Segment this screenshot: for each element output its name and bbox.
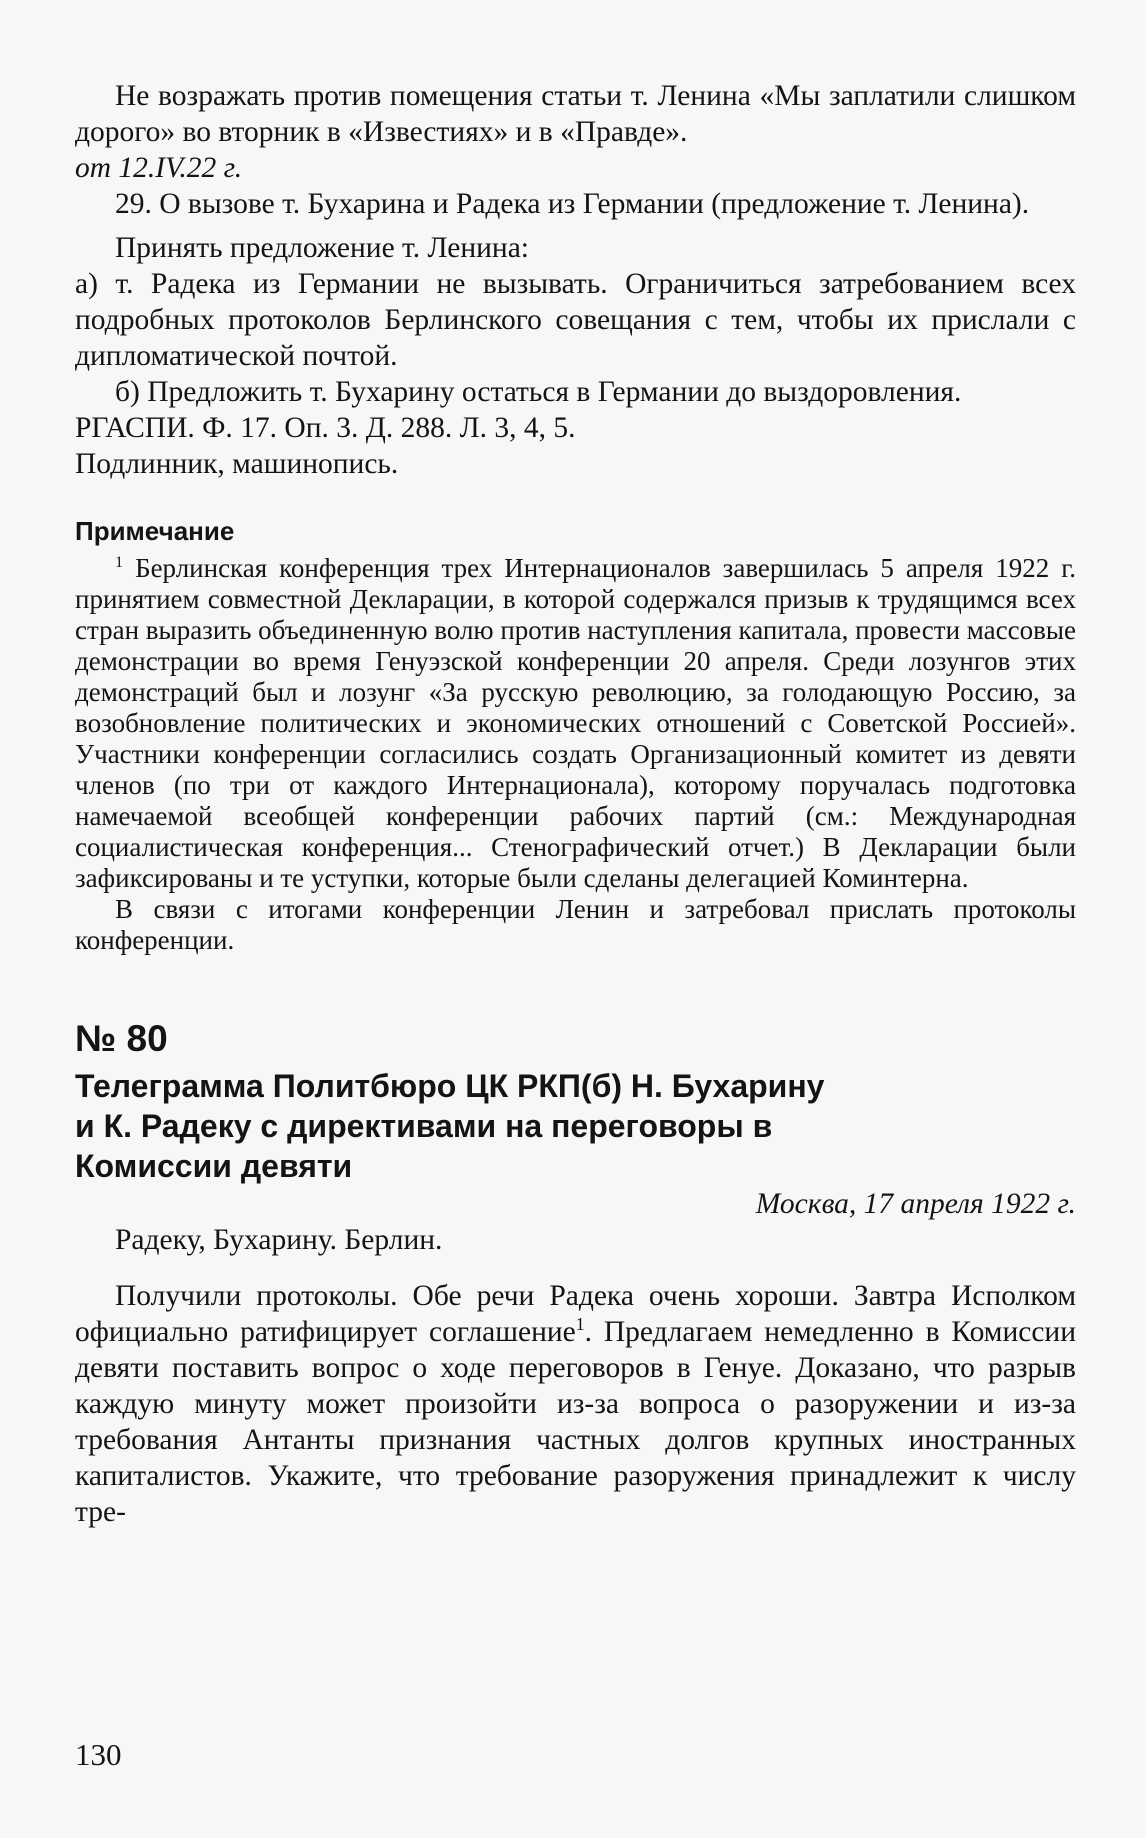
telegram-address: Радеку, Бухарину. Берлин. <box>115 1224 443 1256</box>
note-title: Примечание <box>75 516 235 546</box>
archive-reference: РГАСПИ. Ф. 17. Оп. 3. Д. 288. Л. 3, 4, 5. <box>75 412 576 444</box>
note-text <box>75 553 1076 956</box>
main-text <box>75 78 1076 482</box>
document-number: № 80 <box>75 1018 168 1059</box>
place-date: Москва, 17 апреля 1922 г. <box>755 1188 1076 1220</box>
item-29-title: 29. О вызове т. Бухарина и Радека из Германии (предложение т. Ленина). <box>115 188 1030 220</box>
telegram-text <box>75 1278 1076 1530</box>
telegram-text-b: . Предлагаем немедленно в Комиссии девяти поставить вопрос о ходе переговоров в Генуе. Доказано, что разрыв каждую минуту может произойти из-за вопроса о разоружении и из-за требования Антанты признания частных долгов крупных иностранных капиталистов. Укажите, что требование разоружения принадлежит к числу тре- <box>75 1316 1076 1528</box>
document-title: Телеграмма Политбюро ЦК РКП(б) Н. Бухарину и К. Радеку с директивами на переговоры в Комиссии девяти <box>75 1068 825 1184</box>
item-29-point-a: а) т. Радека из Германии не вызывать. Ограничиться затребованием всех подробных протоколов Берлинского совещания с тем, чтобы их прислали с дипломатической почтой. <box>75 268 1076 372</box>
telegram-footnote-mark: 1 <box>575 1314 585 1335</box>
footnote-mark: 1 <box>115 553 124 571</box>
document-body <box>75 1186 1076 1530</box>
note-paragraph-2: В связи с итогами конференции Ленин и затребовал прислать протоколы конференции. <box>75 894 1076 955</box>
item-29-accept: Принять предложение т. Ленина: <box>115 232 530 264</box>
telegram-text-a: Получили протоколы. Обе речи Радека очень хороши. Завтра Исполком официально ратифицирует соглашение <box>75 1280 1076 1348</box>
archive-kind: Подлинник, машинопись. <box>75 448 399 480</box>
note-paragraph-1 <box>75 553 1076 894</box>
item-29-point-b: б) Предложить т. Бухарину остаться в Германии до выздоровления. <box>115 376 962 408</box>
page-number: 130 <box>75 1737 122 1772</box>
protocol-date: от 12.IV.22 г. <box>75 152 243 184</box>
paragraph-statement: Не возражать против помещения статьи т. Ленина «Мы заплатили слишком дорого» во вторник в «Известиях» и в «Правде». <box>75 80 1076 148</box>
note-paragraph-1-text: Берлинская конференция трех Интернационалов завершилась 5 апреля 1922 г. принятием совместной Декларации, в которой содержался призыв к трудящимся всех стран выразить объединенную волю против наступления капитала, провести массовые демонстрации во время Генуэзской конференции 20 апреля. Среди лозунгов этих демонстраций был и лозунг «За русскую революцию, за голодающую Россию, за возобновление политических и экономических отношений с Советской Россией». Участники конференции согласились создать Организационный комитет из девяти членов (по три от каждого Интернационала), которому поручалась подготовка намечаемой всеобщей конференции рабочих партий (см.: Международная социалистическая конференция... Стенографический отчет.) В Декларации были зафиксированы и те уступки, которые были сделаны делегацией Коминтерна. <box>75 553 1076 893</box>
